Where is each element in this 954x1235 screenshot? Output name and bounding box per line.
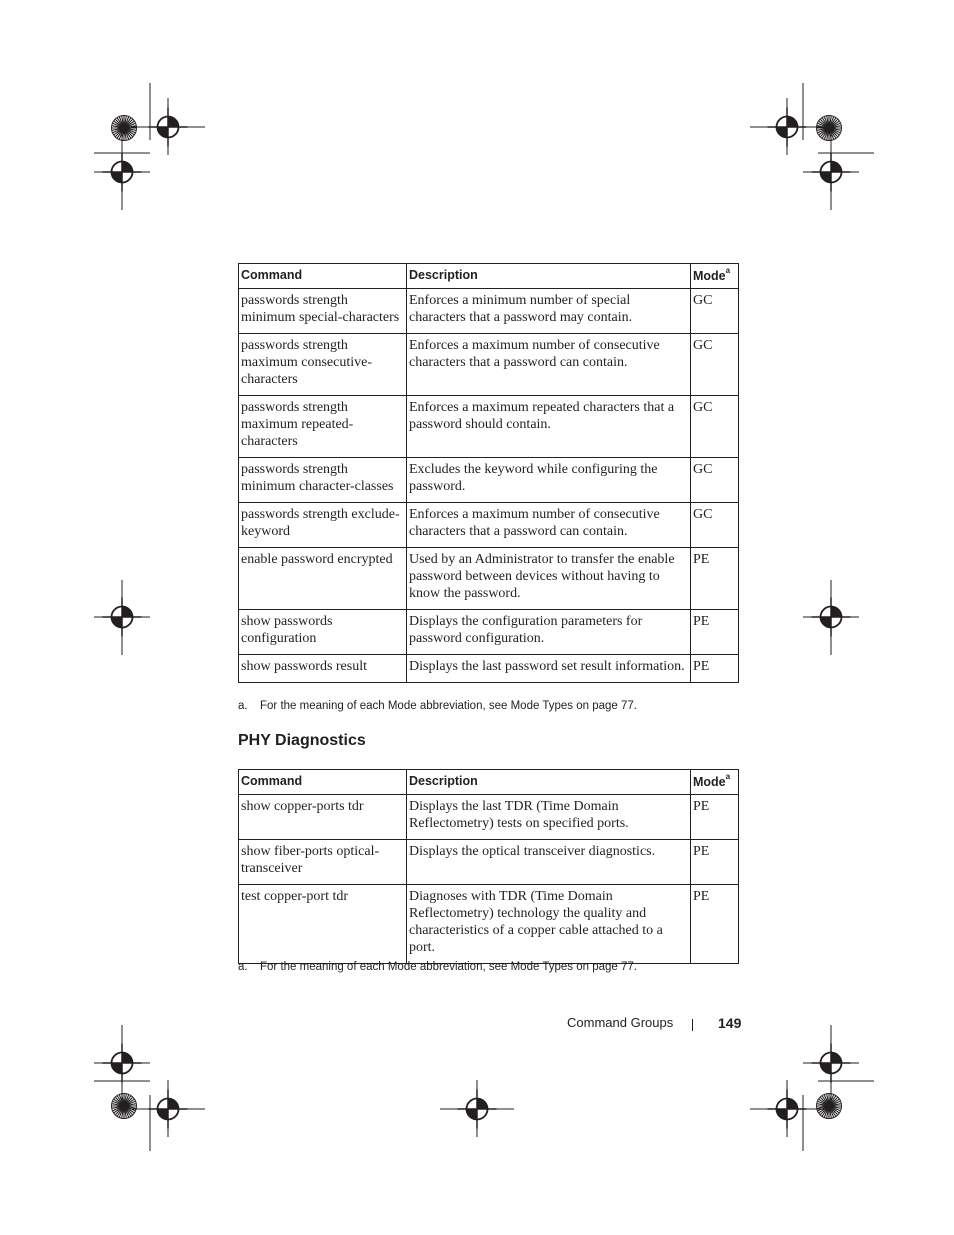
description-cell: Enforces a maximum number of consecutive characters that a password can contain.: [407, 334, 691, 396]
page-number: 149: [718, 1015, 742, 1031]
description-cell: Enforces a minimum number of special characters that a password may contain.: [407, 289, 691, 334]
header-mode-label: Mode: [693, 269, 726, 284]
description-cell: Enforces a maximum number of consecutive characters that a password can contain.: [407, 503, 691, 548]
command-cell: show passwords result: [239, 655, 407, 683]
table-row: [239, 503, 739, 548]
table-row: [239, 458, 739, 503]
description-cell: Displays the configuration parameters for password configuration.: [407, 610, 691, 655]
description-cell: Diagnoses with TDR (Time Domain Reflectometry) technology the quality and characteristics of a copper cable attached to a port.: [407, 885, 691, 964]
mode-cell: GC: [691, 334, 739, 396]
description-cell: Used by an Administrator to transfer the enable password between devices without having to know the password.: [407, 548, 691, 610]
description-cell: Displays the optical transceiver diagnostics.: [407, 840, 691, 885]
header-mode: [691, 770, 739, 795]
command-cell: show copper-ports tdr: [239, 795, 407, 840]
header-mode: [691, 264, 739, 289]
footnote-mark: a.: [238, 700, 248, 712]
command-cell: passwords strength maximum repeated-characters: [239, 396, 407, 458]
table-row: [239, 396, 739, 458]
footnote-ref: a: [725, 266, 731, 275]
header-mode-label: Mode: [693, 775, 726, 790]
table-header-row: [239, 264, 739, 289]
header-description: Description: [407, 770, 691, 795]
footnote-ref: a: [725, 772, 731, 781]
table-row: [239, 289, 739, 334]
mode-cell: GC: [691, 458, 739, 503]
command-cell: passwords strength exclude-keyword: [239, 503, 407, 548]
command-cell: test copper-port tdr: [239, 885, 407, 964]
description-cell: Displays the last TDR (Time Domain Reflectometry) tests on specified ports.: [407, 795, 691, 840]
command-cell: show passwords configuration: [239, 610, 407, 655]
header-command: Command: [239, 770, 407, 795]
footnote-text: For the meaning of each Mode abbreviation, see Mode Types on page 77.: [260, 700, 637, 712]
command-cell: passwords strength minimum character-classes: [239, 458, 407, 503]
table-row: [239, 795, 739, 840]
footer-section-title: Command Groups: [567, 1015, 674, 1030]
table-header-row: [239, 770, 739, 795]
mode-cell: PE: [691, 840, 739, 885]
command-cell: enable password encrypted: [239, 548, 407, 610]
table-row: [239, 840, 739, 885]
command-cell: passwords strength minimum special-characters: [239, 289, 407, 334]
command-cell: show fiber-ports optical-transceiver: [239, 840, 407, 885]
header-command: Command: [239, 264, 407, 289]
table-row: [239, 885, 739, 964]
mode-cell: GC: [691, 503, 739, 548]
table-row: [239, 610, 739, 655]
table2-footnote: [238, 961, 637, 973]
table-row: [239, 548, 739, 610]
footnote-text: For the meaning of each Mode abbreviation, see Mode Types on page 77.: [260, 961, 637, 973]
mode-cell: PE: [691, 548, 739, 610]
header-description: Description: [407, 264, 691, 289]
phy-diagnostics-table: [238, 769, 739, 964]
password-commands-table: [238, 263, 739, 683]
table-row: [239, 655, 739, 683]
mode-cell: GC: [691, 396, 739, 458]
mode-cell: GC: [691, 289, 739, 334]
mode-cell: PE: [691, 885, 739, 964]
description-cell: Excludes the keyword while configuring the password.: [407, 458, 691, 503]
table-row: [239, 334, 739, 396]
mode-cell: PE: [691, 655, 739, 683]
table1-footnote: [238, 700, 637, 712]
footnote-mark: a.: [238, 961, 248, 973]
section-heading: PHY Diagnostics: [238, 732, 366, 749]
footer-divider: [692, 1019, 693, 1031]
command-cell: passwords strength maximum consecutive-characters: [239, 334, 407, 396]
description-cell: Enforces a maximum repeated characters that a password should contain.: [407, 396, 691, 458]
description-cell: Displays the last password set result information.: [407, 655, 691, 683]
mode-cell: PE: [691, 795, 739, 840]
mode-cell: PE: [691, 610, 739, 655]
